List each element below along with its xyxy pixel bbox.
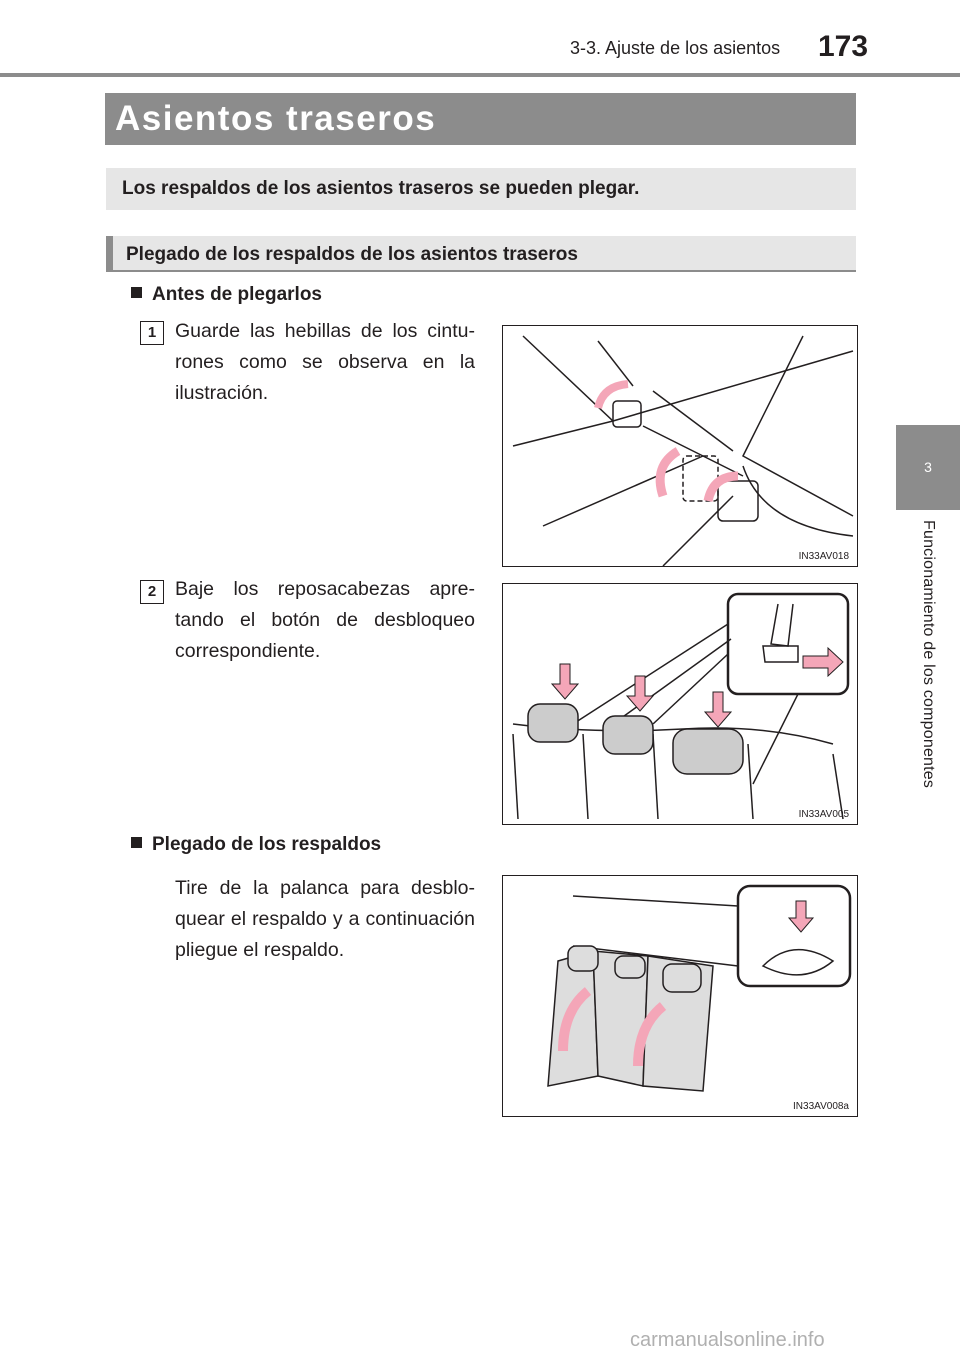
folding-illustration	[503, 876, 857, 1116]
section-title-folding	[131, 834, 381, 856]
figure-code: IN33AV018	[798, 551, 849, 562]
chapter-title: Funcionamiento de los componentes	[920, 520, 937, 789]
intro-text: Los respaldos de los asientos traseros se pueden plegar.	[122, 178, 640, 199]
subheading-accent	[106, 236, 113, 272]
header-rule	[0, 73, 960, 77]
square-bullet-icon	[131, 287, 142, 298]
running-header-section: 3-3. Ajuste de los asientos	[570, 38, 781, 58]
curved-arrow-icon	[708, 476, 738, 501]
watermark: carmanualsonline.info	[630, 1329, 825, 1351]
seatbelt-illustration	[503, 326, 857, 566]
intro-box	[106, 168, 856, 210]
step-1-text: Guarde las hebillas de los cintu-rones como se observa en la ilustración.	[175, 320, 475, 404]
figure-folding-seatback	[502, 875, 858, 1117]
page-number: 173	[818, 30, 869, 63]
down-arrow-icon	[552, 648, 843, 727]
page-title-bar	[105, 93, 856, 145]
down-arrow-icon	[789, 901, 813, 932]
figure-code: IN33AV005	[798, 809, 849, 820]
section-title-text: Plegado de los respaldos	[152, 834, 382, 855]
chapter-tab	[896, 425, 960, 510]
section-title-before	[131, 284, 322, 306]
square-bullet-icon	[131, 837, 142, 848]
chapter-number: 3	[924, 459, 932, 475]
folding-text: Tire de la palanca para desblo-quear el respaldo y a continuación pliegue el respaldo.	[175, 877, 475, 961]
figure-seatbelt-buckles	[502, 325, 858, 567]
step-number-2: 2	[140, 580, 164, 604]
curved-arrow-icon	[660, 451, 678, 496]
step-2-text: Baje los reposacabezas apre-tando el botón de desbloqueo correspondiente.	[175, 578, 475, 662]
section-title-text: Antes de plegarlos	[152, 284, 322, 305]
figure-code: IN33AV008a	[793, 1101, 849, 1112]
subheading-bar	[106, 236, 856, 272]
subheading-text: Plegado de los respaldos de los asientos traseros	[126, 244, 578, 265]
figure-headrests	[502, 583, 858, 825]
page-title: Asientos traseros	[115, 99, 437, 138]
headrest-illustration	[503, 584, 857, 824]
step-number-1: 1	[140, 321, 164, 345]
